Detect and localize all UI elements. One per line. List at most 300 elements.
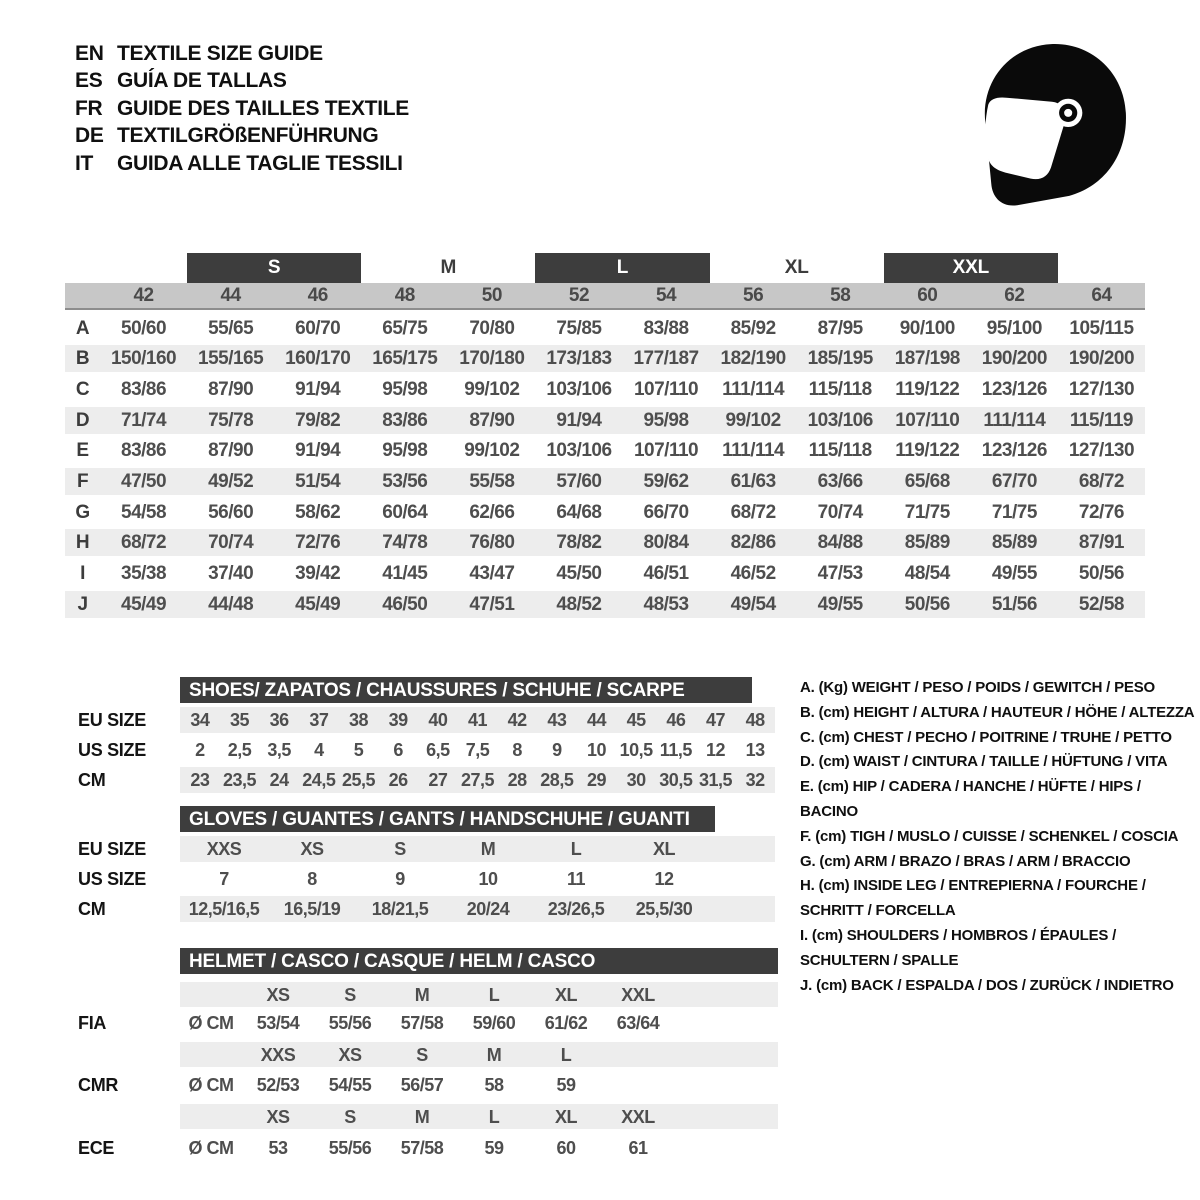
helmet-unit-label: Ø CM — [188, 1075, 234, 1095]
shoes-value: 39 — [388, 710, 408, 730]
measure-value: 57/60 — [556, 471, 602, 492]
language-label: GUIDA ALLE TAGLIE TESSILI — [117, 151, 403, 175]
shoes-value: 6,5 — [426, 740, 450, 760]
shoes-value: 10,5 — [619, 740, 653, 760]
shoes-value: 37 — [309, 710, 329, 730]
helmet-unit-label: Ø CM — [188, 1138, 234, 1158]
measure-value: 123/126 — [981, 378, 1047, 400]
measure-value: 39/42 — [295, 563, 341, 585]
measure-value: 107/110 — [633, 440, 699, 462]
size-col-50: 50 — [481, 285, 502, 306]
shoes-value: 23 — [190, 770, 210, 790]
legend-item-e: E. (cm) HIP / CADERA / HANCHE / HÜFTE / HIPS / BACINO — [800, 778, 1141, 820]
shoes-label-us-size: US SIZE — [78, 740, 146, 760]
measure-value: 44/48 — [208, 593, 254, 615]
language-label: TEXTILGRÖßENFÜHRUNG — [117, 124, 379, 148]
measure-value: 185/195 — [807, 348, 873, 370]
shoes-value: 30,5 — [659, 770, 693, 790]
helmet-value: 59 — [556, 1075, 576, 1095]
shoes-value: 11,5 — [659, 740, 692, 760]
measure-row-A — [65, 315, 1145, 342]
gloves-value: 7 — [219, 869, 229, 889]
helmet-sizes-cmr — [180, 1042, 778, 1067]
measure-value: 43/47 — [469, 563, 515, 585]
shoes-value: 10 — [586, 740, 606, 760]
gloves-value: 18/21,5 — [371, 899, 429, 919]
measure-value: 64/68 — [556, 501, 602, 523]
measure-row-letter: D — [75, 409, 90, 431]
helmet-size-label: XS — [266, 984, 290, 1005]
measure-row-H — [65, 529, 1145, 556]
size-col-52: 52 — [568, 285, 590, 306]
measure-value: 47/51 — [469, 593, 515, 615]
shoes-section-header: SHOES/ ZAPATOS / CHAUSSURES / SCHUHE / SCARPE — [180, 677, 752, 703]
measure-value: 82/86 — [730, 532, 776, 554]
helmet-size-label: XL — [554, 984, 577, 1005]
measure-row-F — [65, 468, 1145, 495]
gloves-value: 10 — [478, 869, 498, 889]
measure-value: 49/54 — [730, 593, 776, 615]
shoes-value: 24,5 — [302, 770, 336, 790]
measure-row-letter: C — [75, 378, 90, 400]
helmet-value: 56/57 — [400, 1075, 444, 1095]
gloves-value: M — [480, 839, 496, 859]
measure-value: 49/52 — [208, 471, 254, 492]
measure-value: 72/76 — [1078, 501, 1124, 523]
measure-value: 45/49 — [295, 593, 341, 615]
measure-value: 62/66 — [469, 501, 515, 523]
helmet-value: 53 — [268, 1138, 288, 1158]
measure-value: 111/114 — [722, 378, 785, 400]
size-col-56: 56 — [743, 285, 764, 306]
language-code: FR — [75, 96, 103, 120]
helmet-size-label: XL — [554, 1106, 577, 1127]
shoes-value: 27 — [428, 770, 448, 790]
measure-value: 91/94 — [295, 378, 341, 400]
shoes-value: 34 — [190, 710, 210, 730]
gloves-value: 12,5/16,5 — [188, 899, 260, 919]
helmet-value: 54/55 — [328, 1075, 372, 1095]
measure-value: 190/200 — [981, 348, 1047, 370]
measure-row-D — [65, 407, 1145, 434]
measure-value: 87/90 — [469, 409, 515, 431]
helmet-size-label: M — [486, 1044, 502, 1065]
helmet-value: 58 — [484, 1075, 504, 1095]
gloves-row-eu-size — [180, 836, 775, 862]
gloves-label-eu-size: EU SIZE — [78, 839, 146, 859]
measure-value: 85/89 — [904, 532, 950, 554]
legend-item-f: F. (cm) TIGH / MUSLO / CUISSE / SCHENKEL / COSCIA — [800, 827, 1179, 845]
language-label: GUÍA DE TALLAS — [117, 69, 287, 93]
helmet-sizes-fia — [180, 982, 778, 1007]
legend-item-i: I. (cm) SHOULDERS / HOMBROS / ÉPAULES / SCHULTERN / SPALLE — [800, 926, 1117, 969]
measure-value: 70/80 — [469, 317, 515, 339]
measure-value: 71/74 — [121, 409, 167, 431]
shoes-value: 4 — [314, 740, 324, 760]
shoes-value: 36 — [269, 710, 289, 730]
measure-value: 70/74 — [208, 532, 254, 554]
measure-value: 177/187 — [633, 348, 699, 370]
measure-value: 65/75 — [382, 317, 428, 339]
measure-value: 53/56 — [382, 471, 428, 492]
measure-value: 99/102 — [725, 409, 781, 431]
measure-value: 83/88 — [643, 317, 689, 339]
language-label: TEXTILE SIZE GUIDE — [117, 41, 323, 65]
shoes-value: 30 — [626, 770, 646, 790]
shoes-value: 9 — [552, 740, 562, 760]
measure-value: 65/68 — [904, 471, 950, 492]
measure-value: 55/58 — [469, 471, 515, 492]
measure-value: 85/92 — [730, 317, 776, 339]
measure-value: 46/52 — [730, 563, 776, 585]
shoes-value: 8 — [512, 740, 522, 760]
measure-value: 173/183 — [546, 348, 612, 370]
shoes-value: 35 — [229, 710, 249, 730]
measure-row-letter: J — [77, 593, 88, 615]
measure-value: 115/118 — [808, 378, 872, 400]
helmet-value: 63/64 — [616, 1013, 660, 1033]
shoes-value: 28 — [507, 770, 527, 790]
gloves-value: 11 — [566, 869, 586, 889]
measure-value: 68/72 — [1078, 471, 1124, 492]
helmet-size-label: S — [344, 1106, 356, 1127]
gloves-label-cm: CM — [78, 899, 106, 919]
measure-value: 103/106 — [546, 440, 612, 462]
gloves-value: 9 — [395, 869, 405, 889]
shoes-value: 5 — [353, 740, 364, 760]
measure-value: 76/80 — [469, 532, 515, 554]
measure-row-I — [65, 560, 1145, 587]
measure-row-letter: G — [75, 501, 90, 523]
measure-value: 85/89 — [991, 532, 1037, 554]
measure-value: 47/53 — [817, 563, 863, 585]
size-class-L: L — [535, 253, 709, 283]
legend-item-c: C. (cm) CHEST / PECHO / POITRINE / TRUHE / PETTO — [800, 728, 1172, 746]
helmet-size-label: S — [344, 984, 356, 1005]
measure-value: 61/63 — [730, 471, 776, 492]
measure-row-G — [65, 499, 1145, 526]
measure-value: 103/106 — [807, 409, 873, 431]
shoes-value: 48 — [745, 710, 765, 730]
helmet-size-label: L — [560, 1044, 572, 1065]
measure-value: 105/115 — [1069, 317, 1134, 339]
measure-value: 50/56 — [1078, 563, 1124, 585]
measure-value: 107/110 — [633, 378, 699, 400]
measure-value: 75/85 — [556, 317, 602, 339]
measure-value: 91/94 — [295, 440, 341, 462]
gloves-row-us-size — [180, 866, 775, 892]
shoes-value: 42 — [507, 710, 527, 730]
helmet-size-label: XXL — [621, 984, 655, 1005]
helmet-cert-label-fia: FIA — [78, 1013, 107, 1033]
textile-size-class-row — [65, 253, 1145, 283]
helmet-size-label: XS — [338, 1044, 362, 1065]
measure-value: 68/72 — [121, 532, 167, 554]
measure-value: 165/175 — [372, 348, 438, 370]
language-code: EN — [75, 41, 104, 65]
helmet-unit-label: Ø CM — [188, 1013, 234, 1033]
helmet-value: 53/54 — [256, 1013, 300, 1033]
measure-row-J — [65, 591, 1145, 618]
measure-value: 103/106 — [546, 378, 612, 400]
legend-item-h: H. (cm) INSIDE LEG / ENTREPIERNA / FOURCHE / SCHRITT / FORCELLA — [800, 877, 1146, 920]
racing-helmet-icon — [972, 38, 1134, 208]
helmet-value: 60 — [556, 1138, 576, 1158]
helmet-values-ece — [180, 1135, 778, 1161]
helmet-value: 61 — [628, 1138, 648, 1158]
size-col-54: 54 — [655, 285, 677, 306]
shoes-value: 41 — [467, 710, 487, 730]
measure-value: 58/62 — [295, 501, 341, 523]
measure-value: 72/76 — [295, 532, 341, 554]
language-label: GUIDE DES TAILLES TEXTILE — [117, 96, 409, 120]
measure-value: 49/55 — [991, 563, 1037, 585]
helmet-value: 57/58 — [400, 1138, 444, 1158]
measure-value: 46/50 — [382, 593, 428, 615]
measure-value: 70/74 — [817, 501, 863, 523]
gloves-value: 16,5/19 — [283, 899, 341, 919]
shoes-value: 2 — [195, 740, 205, 760]
gloves-value: L — [570, 839, 582, 859]
helmet-section-header: HELMET / CASCO / CASQUE / HELM / CASCO — [180, 948, 778, 974]
size-col-44: 44 — [220, 285, 241, 306]
shoes-value: 27,5 — [460, 770, 495, 790]
measurement-legend — [800, 676, 1198, 998]
helmet-value: 57/58 — [400, 1013, 444, 1033]
shoes-value: 23,5 — [222, 770, 257, 790]
shoes-value: 31,5 — [698, 770, 733, 790]
shoes-value: 24 — [269, 770, 289, 790]
legend-item-b: B. (cm) HEIGHT / ALTURA / HAUTEUR / HÖHE / ALTEZZA — [800, 703, 1195, 721]
measure-row-letter: E — [76, 440, 89, 462]
helmet-value: 52/53 — [256, 1075, 300, 1095]
measure-value: 54/58 — [121, 501, 167, 523]
measure-value: 119/122 — [895, 440, 960, 462]
measure-value: 150/160 — [110, 348, 177, 370]
measure-value: 37/40 — [208, 563, 254, 585]
measure-row-letter: A — [75, 317, 90, 339]
measure-value: 127/130 — [1068, 440, 1135, 462]
measure-value: 78/82 — [556, 532, 602, 554]
helmet-cert-label-ece: ECE — [78, 1138, 115, 1158]
shoes-value: 45 — [626, 710, 646, 730]
measure-value: 87/90 — [208, 440, 254, 462]
measure-value: 41/45 — [382, 563, 428, 585]
size-col-46: 46 — [307, 285, 328, 306]
measure-value: 71/75 — [904, 501, 950, 523]
measure-value: 35/38 — [121, 563, 167, 585]
legend-item-j: J. (cm) BACK / ESPALDA / DOS / ZURÜCK / INDIETRO — [800, 976, 1174, 994]
legend-item-d: D. (cm) WAIST / CINTURA / TAILLE / HÜFTUNG / VITA — [800, 753, 1168, 771]
shoes-row-us-size — [180, 737, 775, 763]
measure-value: 59/62 — [643, 471, 689, 492]
language-row-fr — [75, 95, 409, 123]
size-col-48: 48 — [394, 285, 415, 306]
helmet-value: 59 — [484, 1138, 504, 1158]
shoes-label-cm: CM — [78, 770, 106, 790]
measure-value: 47/50 — [121, 471, 167, 492]
measure-row-letter: F — [76, 471, 89, 492]
measure-value: 68/72 — [730, 501, 776, 523]
gloves-section-header: GLOVES / GUANTES / GANTS / HANDSCHUHE / GUANTI — [180, 806, 715, 832]
helmet-value: 55/56 — [328, 1138, 372, 1158]
measure-value: 115/119 — [1069, 409, 1133, 431]
legend-item-g: G. (cm) ARM / BRAZO / BRAS / ARM / BRACCIO — [800, 852, 1131, 870]
measure-value: 119/122 — [895, 378, 960, 400]
shoes-value: 44 — [586, 710, 606, 730]
measure-value: 79/82 — [295, 409, 341, 431]
measure-value: 111/114 — [983, 409, 1046, 431]
helmet-size-label: XXL — [621, 1106, 655, 1127]
measure-value: 111/114 — [722, 440, 785, 462]
helmet-value: 55/56 — [328, 1013, 372, 1033]
measure-row-letter: I — [80, 563, 85, 585]
gloves-value: XS — [300, 839, 324, 859]
shoes-value: 3,5 — [267, 740, 291, 760]
measure-value: 99/102 — [464, 378, 520, 400]
measure-value: 83/86 — [121, 378, 167, 400]
measure-value: 187/198 — [894, 348, 960, 370]
gloves-value: 25,5/30 — [635, 899, 693, 919]
measure-value: 48/54 — [904, 563, 950, 585]
measure-row-E — [65, 437, 1145, 464]
measure-value: 74/78 — [382, 532, 428, 554]
measure-value: 60/70 — [295, 317, 341, 339]
measure-value: 55/65 — [208, 317, 254, 339]
size-class-XL: XL — [784, 257, 809, 278]
gloves-value: S — [394, 839, 406, 859]
measure-value: 51/54 — [295, 471, 341, 492]
measure-row-B — [65, 345, 1145, 372]
shoes-value: 13 — [745, 740, 765, 760]
size-class-XXL: XXL — [884, 253, 1058, 283]
size-col-60: 60 — [917, 285, 938, 306]
measure-value: 52/58 — [1078, 593, 1124, 615]
measure-value: 87/95 — [817, 317, 863, 339]
gloves-row-cm — [180, 896, 775, 922]
language-title-list — [75, 40, 409, 178]
size-col-58: 58 — [830, 285, 851, 306]
measure-value: 170/180 — [459, 348, 525, 370]
measure-value: 84/88 — [817, 532, 863, 554]
measure-value: 49/55 — [817, 593, 863, 615]
shoes-value: 12 — [705, 740, 725, 760]
helmet-size-label: L — [488, 984, 500, 1005]
measure-value: 80/84 — [643, 532, 689, 554]
measure-value: 51/56 — [991, 593, 1037, 615]
helmet-values-cmr — [180, 1072, 778, 1098]
shoes-value: 32 — [745, 770, 765, 790]
measure-value: 71/75 — [991, 501, 1037, 523]
measure-value: 160/170 — [285, 348, 351, 370]
shoes-value: 40 — [428, 710, 448, 730]
measure-value: 182/190 — [720, 348, 786, 370]
shoes-value: 29 — [586, 770, 606, 790]
shoes-value: 43 — [547, 710, 567, 730]
helmet-size-label: M — [414, 984, 430, 1005]
measure-value: 50/56 — [904, 593, 950, 615]
size-class-M: M — [440, 257, 457, 278]
measure-value: 95/98 — [382, 440, 428, 462]
language-row-it — [75, 150, 409, 178]
measure-value: 190/200 — [1068, 348, 1135, 370]
measure-value: 123/126 — [981, 440, 1047, 462]
measure-row-letter: B — [75, 348, 90, 370]
language-code: DE — [75, 124, 104, 148]
helmet-value: 59/60 — [472, 1013, 516, 1033]
measure-value: 91/94 — [556, 409, 602, 431]
shoes-value: 6 — [393, 740, 403, 760]
measure-row-letter: H — [75, 532, 90, 554]
size-col-42: 42 — [133, 285, 154, 306]
textile-numeric-size-band — [65, 283, 1145, 310]
measure-value: 45/50 — [556, 563, 602, 585]
size-col-62: 62 — [1004, 285, 1025, 306]
shoes-value: 7,5 — [465, 740, 490, 760]
shoes-row-eu-size — [180, 707, 775, 733]
language-row-de — [75, 123, 409, 151]
gloves-value: XXS — [206, 839, 242, 859]
measure-value: 155/165 — [198, 348, 264, 370]
measure-value: 83/86 — [121, 440, 167, 462]
language-row-en — [75, 40, 409, 68]
helmet-sizes-ece — [180, 1104, 778, 1129]
measure-value: 83/86 — [382, 409, 428, 431]
gloves-value: 23/26,5 — [547, 899, 605, 919]
shoes-value: 28,5 — [540, 770, 574, 790]
measure-value: 67/70 — [991, 471, 1037, 492]
helmet-size-label: L — [488, 1106, 500, 1127]
measure-value: 46/51 — [643, 563, 689, 585]
measure-value: 95/100 — [986, 317, 1042, 339]
shoes-value: 25,5 — [341, 770, 376, 790]
shoes-row-cm — [180, 767, 775, 793]
size-class-S: S — [187, 253, 361, 283]
measure-value: 87/91 — [1078, 532, 1124, 554]
measure-row-C — [65, 376, 1145, 403]
shoes-label-eu-size: EU SIZE — [78, 710, 146, 730]
measure-value: 75/78 — [208, 409, 254, 431]
measure-value: 66/70 — [643, 501, 689, 523]
measure-value: 56/60 — [208, 501, 254, 523]
helmet-value: 61/62 — [544, 1013, 588, 1033]
measure-value: 90/100 — [899, 317, 955, 339]
measure-value: 48/52 — [556, 593, 602, 615]
gloves-value: 20/24 — [466, 899, 510, 919]
gloves-value: XL — [652, 839, 675, 859]
gloves-value: 8 — [307, 869, 317, 889]
helmet-size-label: M — [414, 1106, 430, 1127]
shoes-value: 38 — [348, 710, 368, 730]
shoes-value: 47 — [705, 710, 725, 730]
gloves-label-us-size: US SIZE — [78, 869, 146, 889]
measure-value: 48/53 — [643, 593, 689, 615]
legend-item-a: A. (Kg) WEIGHT / PESO / POIDS / GEWITCH / PESO — [800, 679, 1155, 696]
measure-value: 50/60 — [121, 317, 167, 339]
helmet-cert-label-cmr: CMR — [78, 1075, 119, 1095]
helmet-values-fia — [180, 1010, 778, 1036]
helmet-size-label: XXS — [260, 1044, 296, 1065]
measure-value: 60/64 — [382, 501, 428, 523]
measure-value: 45/49 — [121, 593, 167, 615]
language-code: IT — [75, 151, 94, 175]
helmet-size-label: XS — [266, 1106, 290, 1127]
language-row-es — [75, 68, 409, 96]
measure-value: 95/98 — [382, 378, 428, 400]
measure-value: 107/110 — [895, 409, 960, 431]
measure-value: 115/118 — [808, 440, 872, 462]
measure-value: 127/130 — [1068, 378, 1135, 400]
